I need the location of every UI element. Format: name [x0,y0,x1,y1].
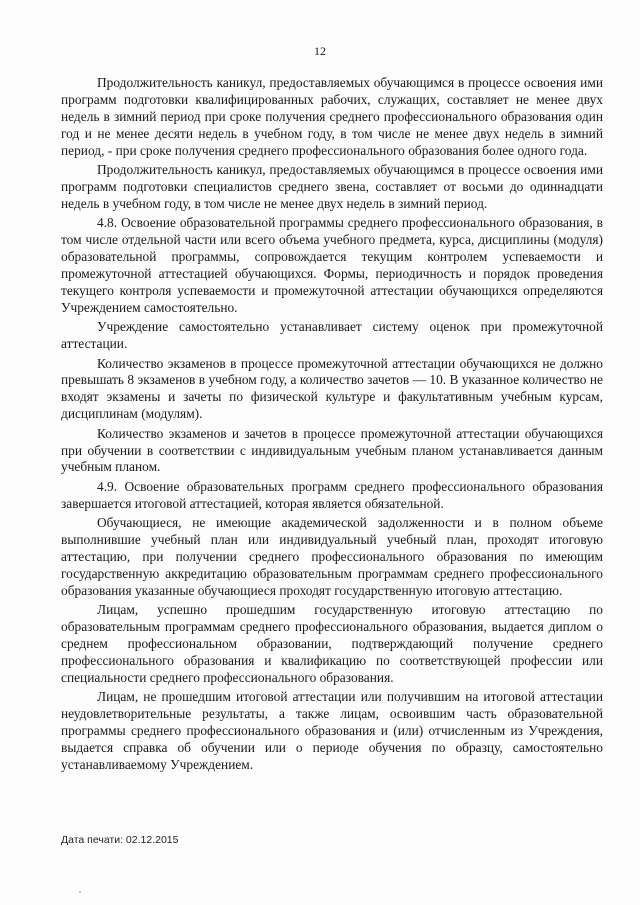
page-number: 12 [314,44,326,58]
print-date: Дата печати: 02.12.2015 [61,834,179,846]
scan-speck [79,891,81,893]
paragraph-final-attestation: Обучающиеся, не имеющие академической задолженности и в полном объеме выполнившие учебный план или индивидуальный учебный план, проходят итоговую аттестацию, при получении среднего профессионального образования по имеющим государственную аккредитацию образовательным программам среднего профессионального образования указанные обучающиеся проходят государственную итоговую аттестацию. [61,515,603,598]
paragraph-exam-count: Количество экзаменов в процессе промежуточной аттестации обучающихся не должно превышать 8 экзаменов в учебном году, а количество зачетов — 10. В указанное количество не входят экзамены и зачеты по физической культуре и факультативным учебным курсам, дисциплинам (модулям). [61,355,603,422]
paragraph-grading-system: Учреждение самостоятельно устанавливает систему оценок при промежуточной аттестации. [61,319,603,352]
paragraph-vacation-workers: Продолжительность каникул, предоставляемых обучающимся в процессе освоения ими программ подготовки квалифицированных рабочих, служащих, составляет не менее двух недель в зимний период при сроке получения среднего профессионального образования один год и не менее десяти недель в учебном году, в том числе не менее двух недель в зимний период, - при сроке получения среднего профессионального образования более одного года. [61,75,603,158]
paragraph-certificate: Лицам, не прошедшим итоговой аттестации или получившим на итоговой аттестации неудовлетворительные результаты, а также лицам, освоившим часть образовательной программы среднего профессионального образования и (или) отчисленным из Учреждения, выдается справка об обучении или о периоде обучения по образцу, самостоятельно устанавливаемому Учреждением. [61,689,603,772]
paragraph-diploma: Лицам, успешно прошедшим государственную итоговую аттестацию по образовательным программам среднего профессионального образования, выдается диплом о среднем профессиональном образовании, подтверждающий получение среднего профессионального образования и квалификацию по соответствующей профессии или специальности среднего профессионального образования. [61,602,603,685]
document-body [61,75,603,776]
paragraph-section-4-8: 4.8. Освоение образовательной программы среднего профессионального образования, в том числе отдельной части или всего объема учебного предмета, курса, дисциплины (модуля) образовательной программы, сопровождается текущим контролем успеваемости и промежуточной аттестацией обучающихся. Формы, периодичность и порядок проведения текущего контроля успеваемости и промежуточной аттестации обучающихся определяются Учреждением самостоятельно. [61,215,603,315]
paragraph-section-4-9: 4.9. Освоение образовательных программ среднего профессионального образования завершается итоговой аттестацией, которая является обязательной. [61,478,603,511]
paragraph-vacation-specialists: Продолжительность каникул, предоставляемых обучающимся в процессе освоения ими программ подготовки специалистов среднего звена, составляет от восьми до одиннадцати недель в учебном году, в том числе не менее двух недель в зимний период. [61,162,603,211]
paragraph-individual-plan: Количество экзаменов и зачетов в процессе промежуточной аттестации обучающихся при обучении в соответствии с индивидуальным учебным планом устанавливается данным учебным планом. [61,425,603,475]
